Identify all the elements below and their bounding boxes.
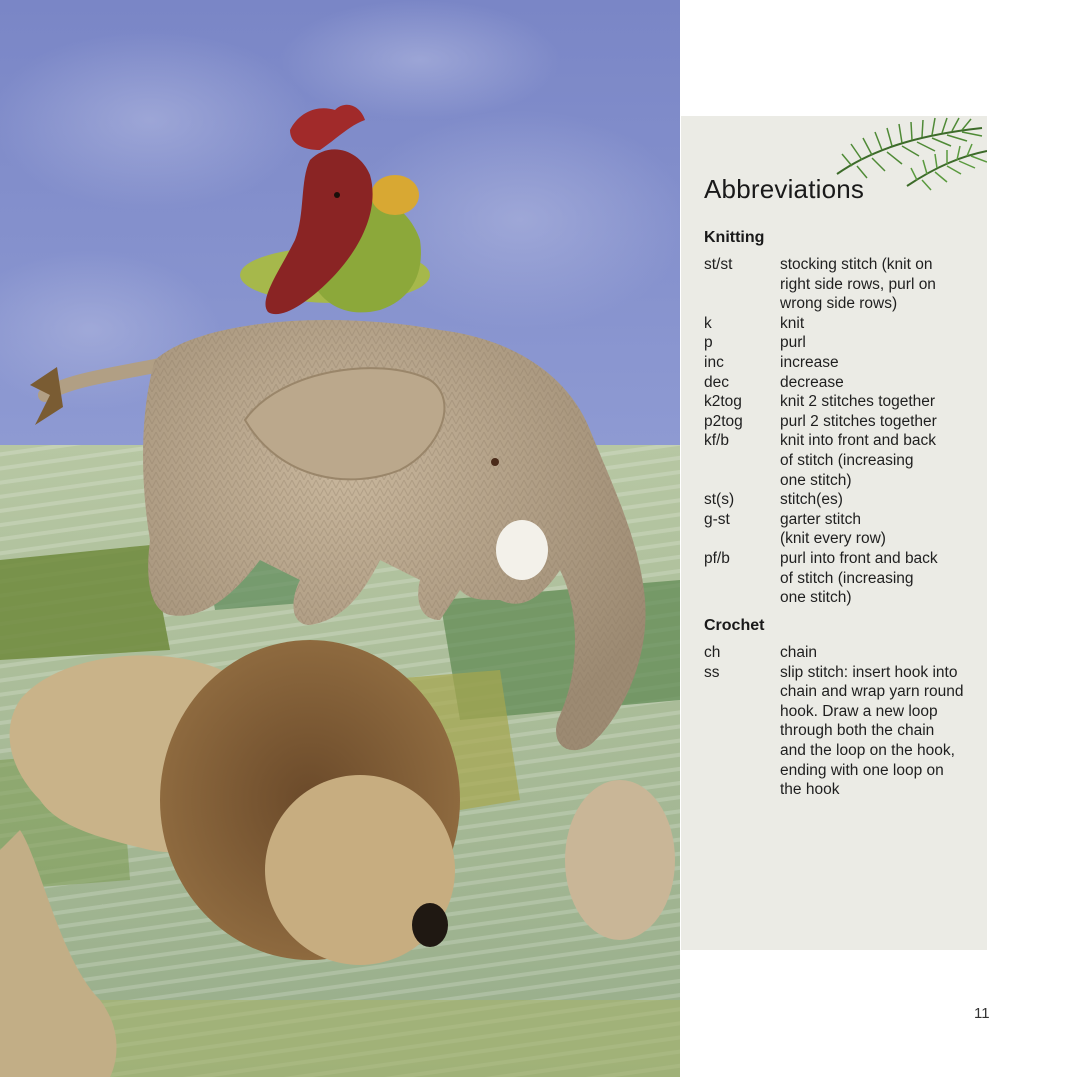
- abbreviation-row: [704, 510, 984, 549]
- abbreviation-definition: purl: [780, 334, 806, 352]
- abbreviation-term: p2tog: [704, 412, 743, 430]
- abbreviation-row: [704, 353, 984, 373]
- abbreviation-definition: stocking stitch (knit on right side rows, purl on wrong side rows): [780, 256, 936, 313]
- abbreviations-panel: [681, 116, 987, 950]
- abbreviation-row: [704, 392, 984, 412]
- abbreviation-term: g-st: [704, 510, 730, 528]
- abbreviation-row: [704, 412, 984, 432]
- abbreviation-definition: stitch(es): [780, 491, 843, 509]
- abbreviation-term: dec: [704, 373, 729, 391]
- abbreviation-row: [704, 643, 984, 663]
- abbreviation-definition: purl 2 stitches together: [780, 412, 937, 430]
- abbreviation-definition: decrease: [780, 373, 844, 391]
- abbreviation-definition: slip stitch: insert hook into chain and wrap yarn round hook. Draw a new loop through both the chain and the loop on the hook, ending with one loop on the hook: [780, 663, 964, 799]
- panel-title: Abbreviations: [704, 174, 865, 204]
- abbreviation-row: [704, 431, 984, 490]
- abbreviation-term: st/st: [704, 256, 733, 273]
- section-heading-crochet: Crochet: [704, 617, 765, 634]
- abbreviation-definition: increase: [780, 353, 839, 371]
- abbreviation-row: [704, 255, 984, 314]
- abbreviation-row: [704, 314, 984, 334]
- section-heading-knitting: Knitting: [704, 229, 765, 246]
- knitting-abbreviation-list: [704, 255, 984, 608]
- abbreviation-term: ss: [704, 663, 720, 681]
- abbreviation-definition: knit: [780, 314, 805, 332]
- abbreviation-row: [704, 333, 984, 353]
- abbreviation-term: kf/b: [704, 432, 729, 450]
- abbreviation-definition: garter stitch (knit every row): [780, 510, 886, 548]
- abbreviation-definition: chain: [780, 644, 818, 661]
- abbreviation-term: pf/b: [704, 549, 730, 567]
- abbreviation-row: [704, 663, 984, 800]
- abbreviation-row: [704, 549, 984, 608]
- page-number: 11: [974, 1005, 990, 1022]
- abbreviation-term: k2tog: [704, 393, 742, 411]
- abbreviation-row: [704, 490, 984, 510]
- abbreviation-term: p: [704, 334, 713, 352]
- crochet-abbreviation-list: [704, 643, 984, 800]
- abbreviation-definition: knit 2 stitches together: [780, 393, 936, 411]
- abbreviation-definition: purl into front and back of stitch (increasing one stitch): [780, 549, 938, 607]
- abbreviation-term: k: [704, 314, 712, 332]
- abbreviation-term: st(s): [704, 491, 735, 509]
- abbreviation-term: ch: [704, 644, 721, 661]
- abbreviation-definition: knit into front and back of stitch (increasing one stitch): [780, 432, 936, 489]
- abbreviation-term: inc: [704, 353, 724, 371]
- abbreviation-row: [704, 373, 984, 393]
